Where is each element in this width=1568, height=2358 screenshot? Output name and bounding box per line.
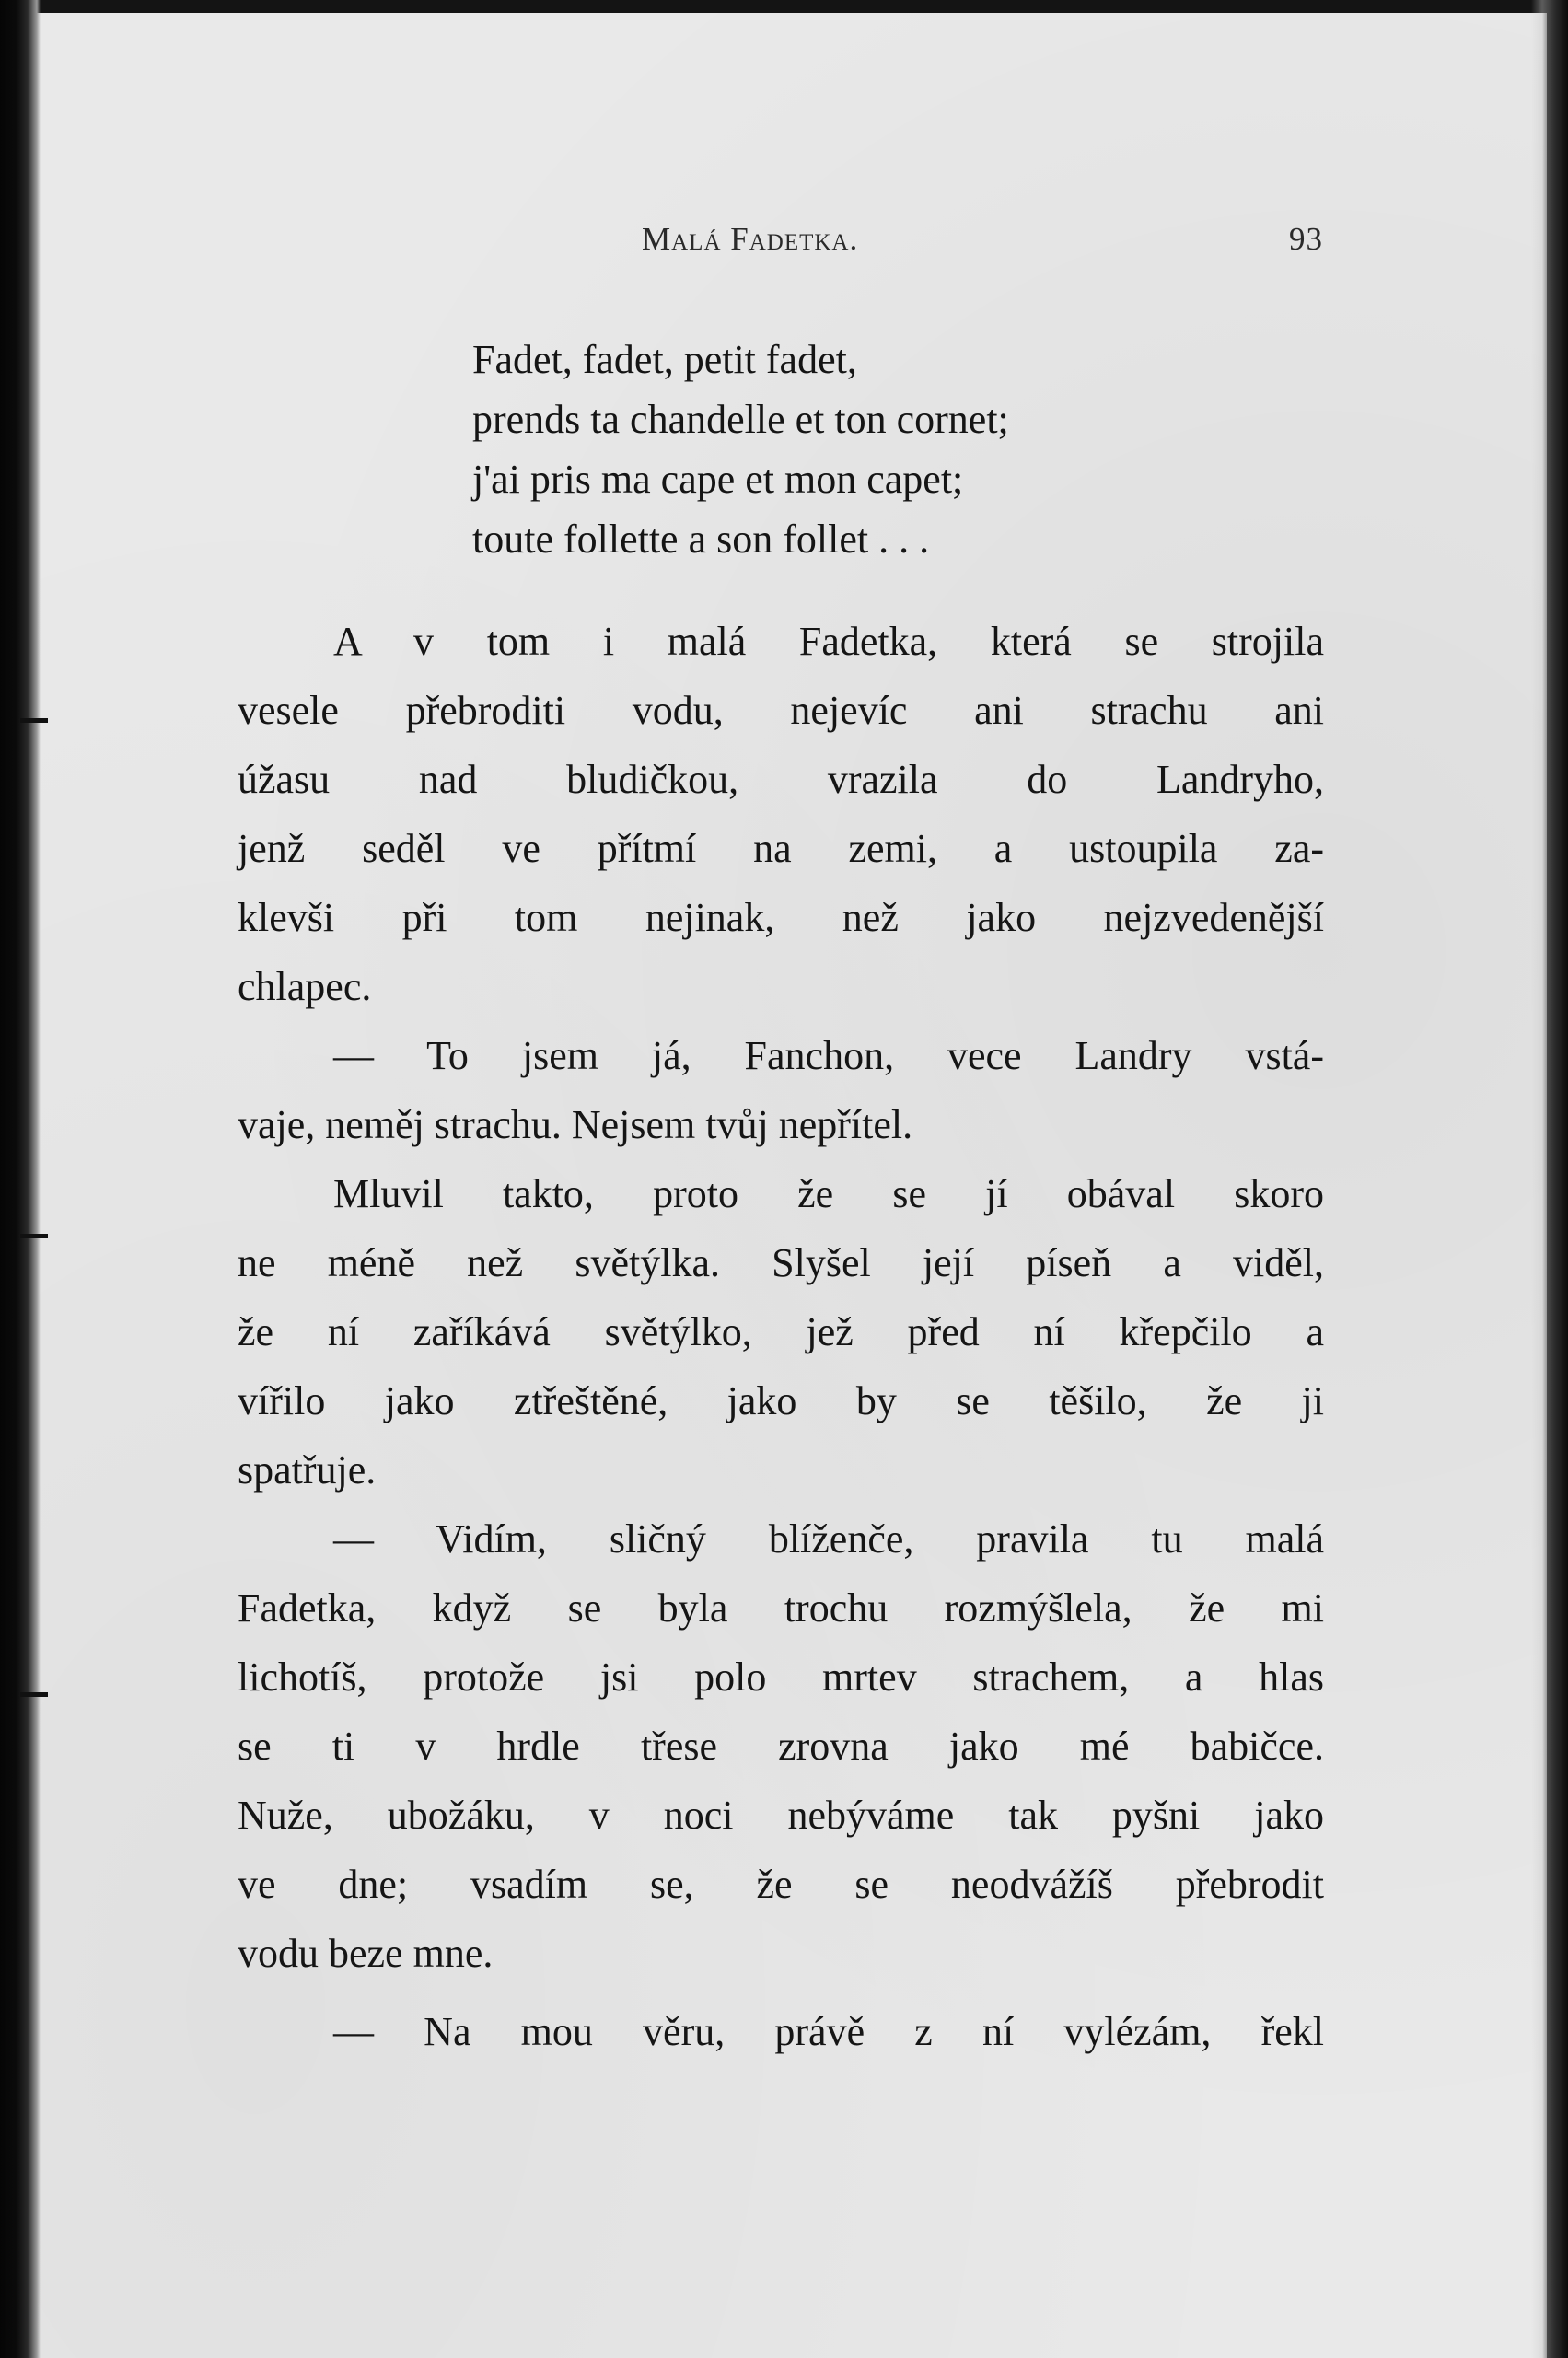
text-line: vodu beze mne. xyxy=(238,1931,494,1976)
text-line: vířilo jako ztřeštěné, jako by se těšilo, že ji xyxy=(238,1378,1324,1423)
text-line: — Vidím, sličný blíženče, pravila tu malá xyxy=(333,1516,1324,1562)
text-line: — Na mou věru, právě z ní vylézám, řekl xyxy=(333,2009,1324,2054)
text-line: lichotíš, protože jsi polo mrtev strachem, a hlas xyxy=(238,1655,1324,1700)
running-title: Malá Fadetka. xyxy=(642,221,859,257)
binding-mark xyxy=(20,718,48,723)
text-line: Mluvil takto, proto že se jí obával skoro xyxy=(333,1171,1324,1216)
verse-line: prends ta chandelle et ton cornet; xyxy=(472,397,1009,442)
text-line: — To jsem já, Fanchon, vece Landry vstá- xyxy=(333,1033,1324,1078)
text-line: A v tom i malá Fadetka, která se strojila xyxy=(333,619,1324,664)
text-line: spatřuje. xyxy=(238,1447,377,1493)
binding-mark xyxy=(20,1234,48,1238)
text-line: klevši při tom nejinak, než jako nejzvedenější xyxy=(238,895,1324,940)
text-line: Fadetka, když se byla trochu rozmýšlela, že mi xyxy=(238,1586,1324,1631)
text-line: Nuže, ubožáku, v noci nebýváme tak pyšni jako xyxy=(238,1793,1324,1838)
verse-line: Fadet, fadet, petit fadet, xyxy=(472,337,857,382)
verse-line: toute follette a son follet . . . xyxy=(472,517,930,562)
text-line: vesele přebroditi vodu, nejevíc ani strachu ani xyxy=(238,688,1324,733)
text-line: se ti v hrdle třese zrovna jako mé babičce. xyxy=(238,1724,1324,1769)
page-number: 93 xyxy=(1289,221,1323,257)
text-line: že ní zaříkává světýlko, jež před ní křepčilo a xyxy=(238,1309,1324,1354)
text-line: úžasu nad bludičkou, vrazila do Landryho, xyxy=(238,757,1324,802)
verse-line: j'ai pris ma cape et mon capet; xyxy=(472,457,964,502)
text-line: ne méně než světýlka. Slyšel její píseň a viděl, xyxy=(238,1240,1324,1285)
page-right-edge xyxy=(1531,0,1568,2358)
text-line: jenž seděl ve přítmí na zemi, a ustoupila za- xyxy=(238,826,1324,871)
binding-mark xyxy=(20,1692,48,1697)
page-binding-edge xyxy=(0,0,41,2358)
text-line: vaje, neměj strachu. Nejsem tvůj nepřítel. xyxy=(238,1102,913,1147)
text-line: chlapec. xyxy=(238,964,372,1009)
running-header xyxy=(642,221,1323,261)
text-line: ve dne; vsadím se, že se neodvážíš přebrodit xyxy=(238,1862,1324,1907)
